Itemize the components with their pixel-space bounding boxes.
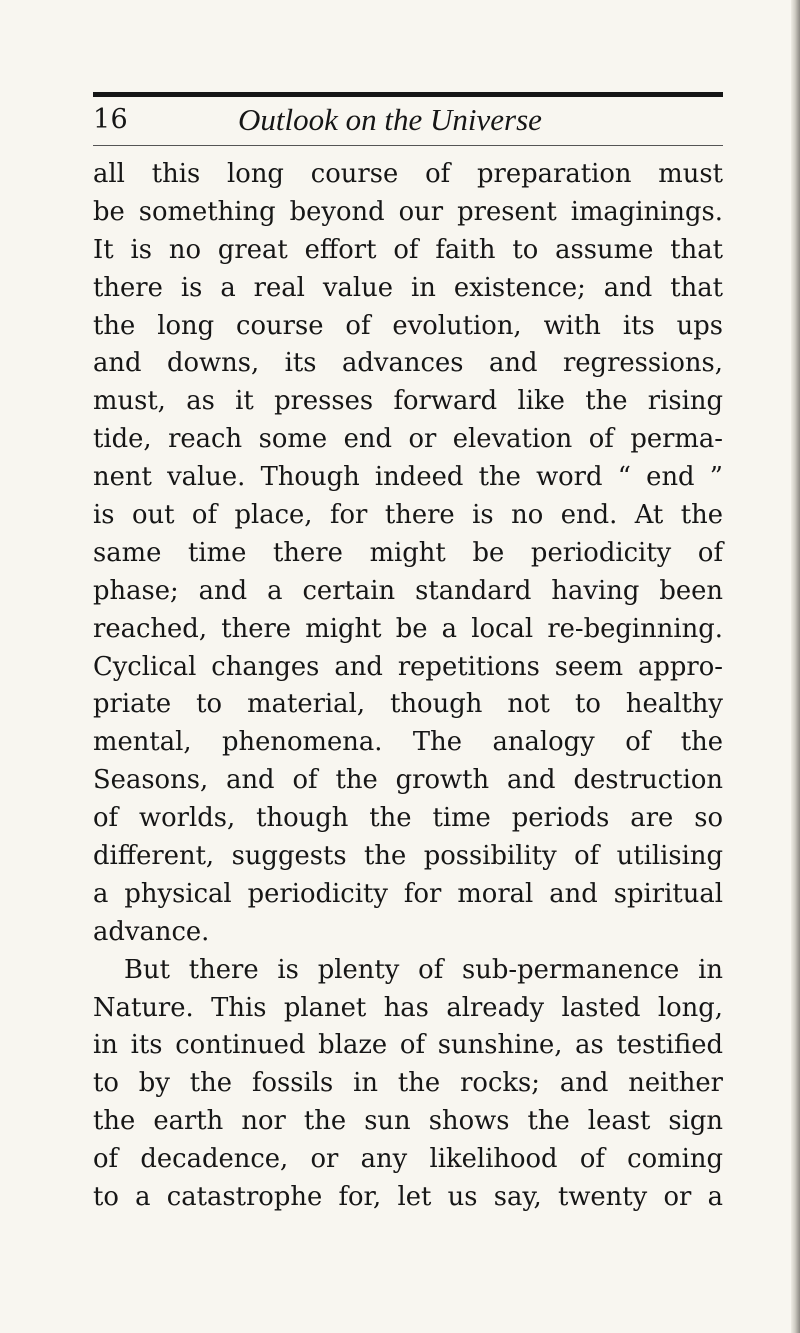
text-line: Cyclical changes and repetitions seem appro-	[93, 651, 723, 682]
text-line: different, suggests the possibility of utilising	[93, 841, 723, 872]
text-line: It is no great effort of faith to assume that	[93, 234, 723, 265]
text-line: reached, there might be a local re-beginning.	[93, 613, 723, 644]
text-line: be something beyond our present imaginings.	[93, 196, 723, 227]
text-line: nent value. Though indeed the word “ end ”	[93, 462, 723, 493]
text-line: mental, phenomena. The analogy of the	[93, 727, 723, 758]
text-line: a physical periodicity for moral and spiritual	[93, 878, 723, 909]
text-line: must, as it presses forward like the rising	[93, 386, 723, 417]
page-number: 16	[93, 104, 128, 135]
header-underline	[93, 145, 723, 146]
text-line: But there is plenty of sub-permanence in	[124, 954, 723, 985]
text-line: Nature. This planet has already lasted long,	[93, 992, 723, 1023]
text-line: all this long course of preparation must	[93, 159, 723, 189]
header-rule	[93, 92, 723, 97]
body-text	[93, 156, 723, 1217]
text-line: there is a real value in existence; and that	[93, 272, 723, 303]
text-line: phase; and a certain standard having been	[93, 575, 723, 606]
text-line: to a catastrophe for, let us say, twenty or a	[93, 1182, 723, 1213]
text-line: and downs, its advances and regressions,	[93, 348, 723, 379]
text-line: the long course of evolution, with its ups	[93, 310, 723, 341]
page-edge-shadow	[791, 0, 800, 1333]
text-line: is out of place, for there is no end. At the	[93, 500, 723, 531]
text-line: of worlds, though the time periods are so	[93, 803, 723, 834]
text-line: in its continued blaze of sunshine, as testified	[93, 1030, 723, 1061]
text-line: to by the fossils in the rocks; and neither	[93, 1068, 723, 1099]
text-line: Seasons, and of the growth and destruction	[93, 765, 723, 796]
running-title: Outlook on the Universe	[238, 102, 542, 137]
text-line: of decadence, or any likelihood of coming	[93, 1144, 723, 1175]
text-line: priate to material, though not to healthy	[93, 689, 723, 720]
text-line: same time there might be periodicity of	[93, 537, 723, 568]
text-line: advance.	[93, 916, 210, 947]
text-line: tide, reach some end or elevation of perma-	[93, 424, 723, 455]
text-line: the earth nor the sun shows the least sign	[93, 1106, 723, 1137]
